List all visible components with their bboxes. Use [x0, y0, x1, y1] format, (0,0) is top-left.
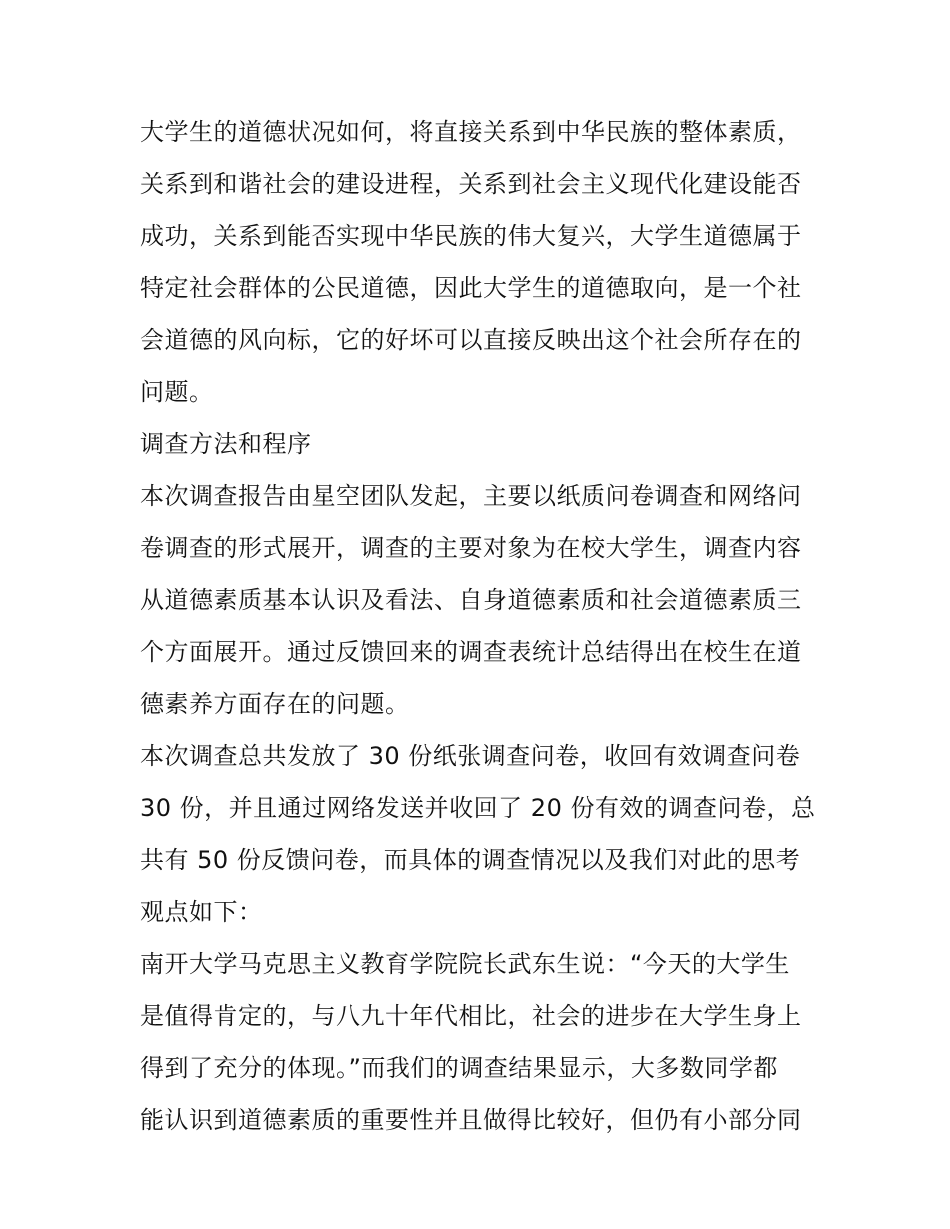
text-line: 特定社会群体的公民道德，因此大学生的道德取向，是一个社	[140, 274, 802, 302]
section-heading: 调查方法和程序	[140, 430, 312, 458]
text-line: 个方面展开。通过反馈回来的调查表统计总结得出在校生在道	[140, 638, 802, 666]
text-line: 问题。	[140, 378, 214, 406]
text-line: 成功，关系到能否实现中华民族的伟大复兴，大学生道德属于	[140, 222, 802, 250]
text-line: 大学生的道德状况如何，将直接关系到中华民族的整体素质，	[140, 118, 802, 146]
document-body	[140, 106, 820, 1146]
text-line: 能认识到道德素质的重要性并且做得比较好，但仍有小部分同	[140, 1106, 802, 1134]
text-line: 南开大学马克思主义教育学院院长武东生说：“今天的大学生	[140, 950, 790, 978]
text-line: 德素养方面存在的问题。	[140, 690, 410, 718]
text-line: 是值得肯定的，与八九十年代相比，社会的进步在大学生身上	[140, 1002, 802, 1030]
text-line: 本次调查报告由星空团队发起，主要以纸质问卷调查和网络问	[140, 482, 802, 510]
text-line: 本次调查总共发放了 30 份纸张调查问卷，收回有效调查问卷	[140, 742, 801, 770]
text-line: 从道德素质基本认识及看法、自身道德素质和社会道德素质三	[140, 586, 802, 614]
text-line: 得到了充分的体现。”而我们的调查结果显示，大多数同学都	[140, 1054, 778, 1082]
text-line: 会道德的风向标，它的好坏可以直接反映出这个社会所存在的	[140, 326, 802, 354]
text-line: 30 份，并且通过网络发送并收回了 20 份有效的调查问卷，总	[140, 794, 816, 822]
text-line: 共有 50 份反馈问卷，而具体的调查情况以及我们对此的思考	[140, 846, 801, 874]
text-line: 观点如下：	[140, 898, 263, 926]
text-line: 卷调查的形式展开，调查的主要对象为在校大学生，调查内容	[140, 534, 802, 562]
text-line: 关系到和谐社会的建设进程，关系到社会主义现代化建设能否	[140, 170, 802, 198]
